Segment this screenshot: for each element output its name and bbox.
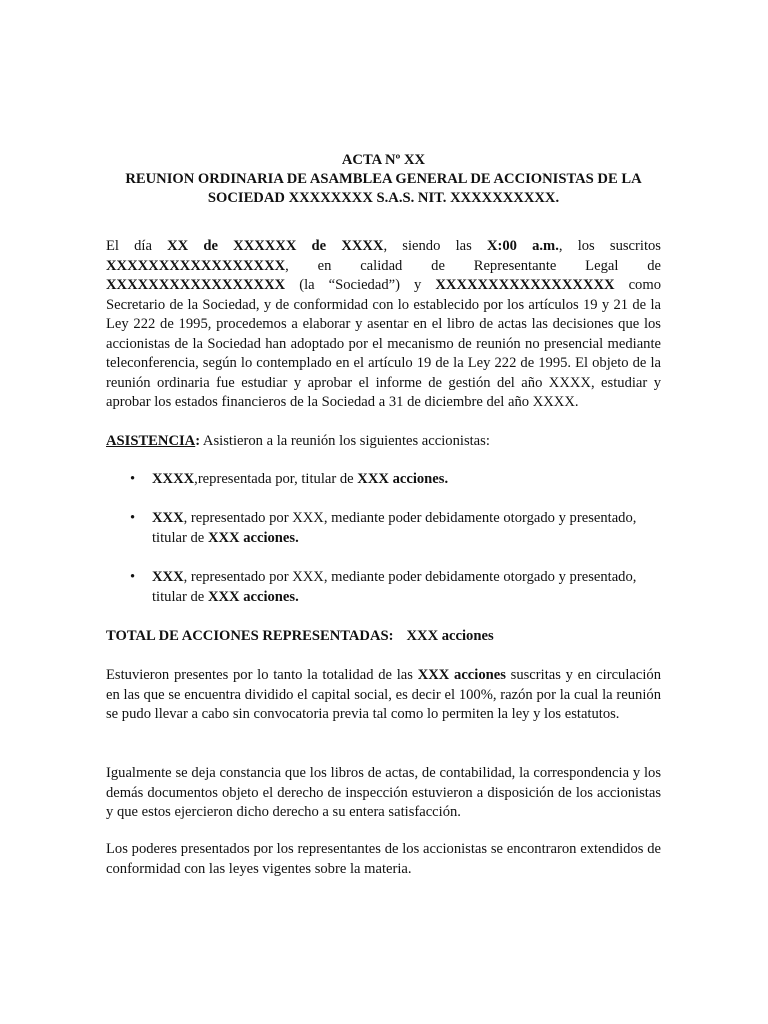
shareholder-name: XXX: [152, 569, 184, 585]
intro-text: , los suscritos: [558, 238, 661, 254]
shareholder-entry: [152, 470, 661, 490]
powers-paragraph: Los poderes presentados por los representantes de los accionistas se encontraron extendidos de conformidad con las leyes vigentes sobre la materia.: [106, 841, 661, 877]
shareholder-shares: XXX acciones.: [207, 529, 299, 546]
shareholder-shares: XXX acciones.: [207, 588, 299, 605]
total-value: XXX acciones: [406, 628, 494, 644]
bullet-icon: •: [130, 471, 136, 487]
present-text: suscritas y en circulación en las que se encuentra dividido el capital social, es decir el 100%, razón por la cual la reunión se pudo llevar a cabo sin convocatoria previa tal como lo permiten la ley y los estatutos.: [106, 667, 661, 722]
present-text: Estuvieron presentes por lo tanto la totalidad de las: [106, 667, 418, 683]
attendance-heading: ASISTENCIA: [106, 433, 196, 449]
intro-text: (la “Sociedad”) y: [285, 277, 436, 293]
act-number: ACTA Nº XX: [341, 152, 426, 168]
total-label: TOTAL DE ACCIONES REPRESENTADAS:: [106, 628, 394, 644]
shareholder-name: XXXX: [152, 471, 195, 487]
intro-text: , en calidad de Representante Legal de: [285, 257, 661, 274]
document-header: [106, 151, 661, 208]
attendance-text: Asistieron a la reunión los siguientes accionistas:: [200, 433, 490, 449]
company-line: SOCIEDAD XXXXXXXX S.A.S. NIT. XXXXXXXXXX.: [207, 190, 560, 206]
company-name: XXXXXXXXXXXXXXXXX: [106, 277, 286, 293]
secretary-name: XXXXXXXXXXXXXXXXX: [435, 277, 615, 293]
present-shares: XXX acciones: [417, 667, 506, 683]
shareholder-detail: , representado por XXX, mediante poder debidamente otorgado y presentado, titular de: [152, 569, 637, 605]
intro-text: El día: [106, 238, 168, 254]
shareholder-name: XXX: [152, 510, 184, 526]
shareholder-entry: [152, 568, 661, 607]
books-paragraph: Igualmente se deja constancia que los libros de actas, de contabilidad, la correspondencia y los demás documentos objeto el derecho de inspección estuvieron a disposición de los accionistas y que estos ejercieron dicho derecho a su entera satisfacción.: [106, 765, 661, 820]
present-paragraph: [106, 666, 661, 725]
meeting-title: REUNION ORDINARIA DE ASAMBLEA GENERAL DE ACCIONISTAS DE LA: [125, 171, 642, 187]
bullet-icon: •: [130, 510, 136, 526]
meeting-time: X:00 a.m.: [486, 238, 559, 254]
shareholder-detail: ,representada por, titular de: [194, 471, 358, 487]
shareholder-entry: [152, 509, 661, 548]
attendance-paragraph: [106, 432, 661, 452]
bullet-icon: •: [130, 569, 136, 585]
shareholder-detail: , representado por XXX, mediante poder debidamente otorgado y presentado, titular de: [152, 510, 637, 546]
intro-text: , siendo las: [383, 238, 487, 254]
intro-text: como Secretario de la Sociedad, y de conformidad con lo establecido por los artículos 19 y 21 de la Ley 222 de 1995, procedemos a elaborar y asentar en el libro de actas las decisiones que los accionistas de la Sociedad han adoptado por el mecanismo de reunión no presencial mediante teleconferencia, según lo contemplado en el artículo 19 de la Ley 222 de 1995. El objeto de la reunión ordinaria fue estudiar y aprobar el informe de gestión del año XXXX, estudiar y aprobar los estados financieros de la Sociedad a 31 de diciembre del año XXXX.: [106, 277, 661, 410]
signatory-name: XXXXXXXXXXXXXXXXX: [106, 257, 286, 274]
intro-paragraph: [106, 237, 661, 413]
total-shares-line: [106, 627, 661, 647]
shareholder-shares: XXX acciones.: [357, 471, 449, 487]
meeting-date: XX de XXXXXX de XXXX: [167, 238, 384, 254]
attendance-colon: :: [195, 433, 201, 449]
